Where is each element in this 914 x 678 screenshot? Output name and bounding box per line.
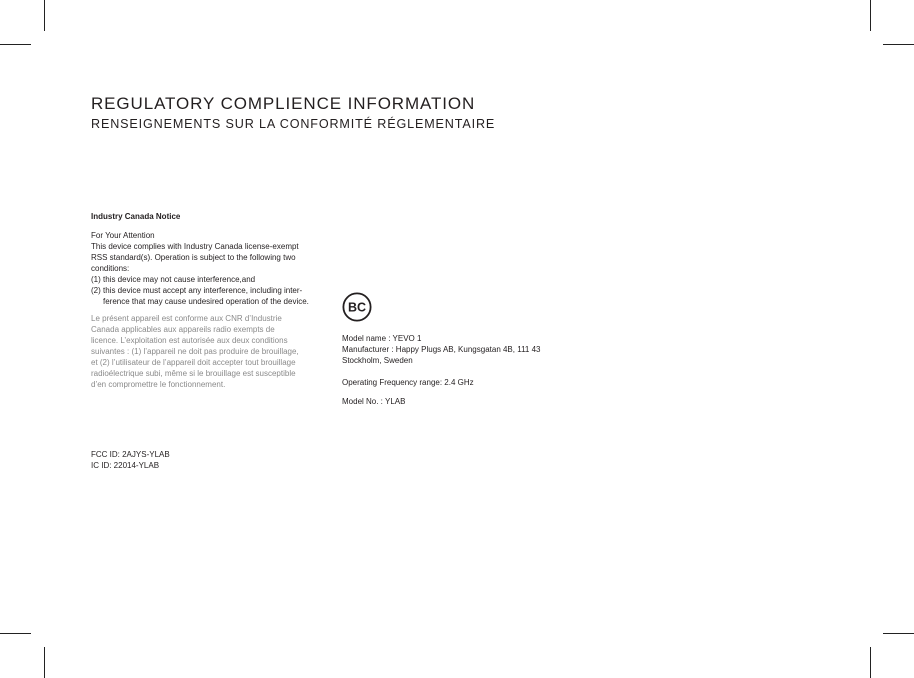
notice-line-fr: Le présent appareil est conforme aux CNR d’Industrie [91, 314, 282, 323]
manufacturer: Manufacturer : Happy Plugs AB, Kungsgatan 4B, 111 43 [342, 345, 541, 354]
bc-compliance-logo-icon [342, 292, 372, 322]
crop-mark-bottom-left-horizontal [0, 633, 31, 634]
notice-condition-2-continued: ference that may cause undesired operation of the device. [103, 297, 309, 306]
notice-line-fr: d’en compromettre le fonctionnement. [91, 380, 226, 389]
crop-mark-top-right-vertical [870, 0, 871, 31]
crop-mark-top-right-horizontal [883, 44, 914, 45]
crop-mark-top-left-vertical [44, 0, 45, 31]
product-info [342, 333, 541, 366]
device-ids [91, 449, 170, 471]
bc-logo-text: BC [347, 300, 367, 315]
notice-line-fr: et (2) l’utilisateur de l’appareil doit accepter tout brouillage [91, 358, 296, 367]
notice-line: conditions: [91, 264, 130, 273]
operating-frequency: Operating Frequency range: 2.4 GHz [342, 378, 474, 387]
notice-line: RSS standard(s). Operation is subject to the following two [91, 253, 296, 262]
notice-condition-2: (2) this device must accept any interference, including inter- [91, 286, 303, 295]
crop-mark-top-left-horizontal [0, 44, 31, 45]
crop-mark-bottom-right-horizontal [883, 633, 914, 634]
crop-mark-bottom-right-vertical [870, 647, 871, 678]
notice-line-fr: radioélectrique subi, même si le brouillage est susceptible [91, 369, 296, 378]
model-name: Model name : YEVO 1 [342, 334, 422, 343]
notice-line-fr: licence. L’exploitation est autorisée aux deux conditions [91, 336, 288, 345]
page-title: REGULATORY COMPLIENCE INFORMATION [91, 94, 476, 113]
notice-line-fr: suivantes : (1) l’appareil ne doit pas produire de brouillage, [91, 347, 299, 356]
notice-line-fr: Canada applicables aux appareils radio exempts de [91, 325, 275, 334]
ic-notice-english [91, 230, 309, 307]
notice-line: This device complies with Industry Canada license-exempt [91, 242, 299, 251]
ic-notice-heading: Industry Canada Notice [91, 212, 181, 221]
page-subtitle: RENSEIGNEMENTS SUR LA CONFORMITÉ RÉGLEMENTAIRE [91, 117, 496, 131]
ic-id: IC ID: 22014-YLAB [91, 461, 160, 470]
manufacturer-city: Stockholm, Sweden [342, 356, 413, 365]
ic-notice-french [91, 313, 299, 390]
crop-mark-bottom-left-vertical [44, 647, 45, 678]
model-number: Model No. : YLAB [342, 397, 406, 406]
notice-condition-1: (1) this device may not cause interference,and [91, 275, 256, 284]
notice-line: For Your Attention [91, 231, 155, 240]
fcc-id: FCC ID: 2AJYS-YLAB [91, 450, 170, 459]
